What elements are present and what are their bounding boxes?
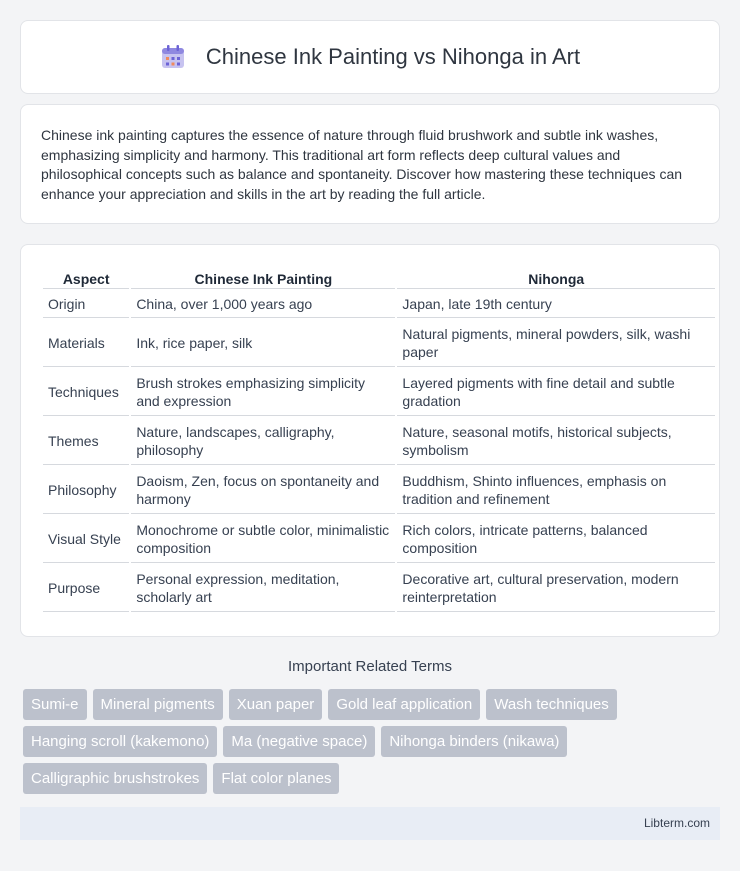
nihonga-cell: Rich colors, intricate patterns, balanced composition bbox=[397, 516, 715, 563]
table-row bbox=[43, 467, 715, 514]
aspect-cell: Purpose bbox=[43, 565, 129, 612]
chinese-cell: Personal expression, meditation, scholarly art bbox=[131, 565, 395, 612]
tag-row bbox=[23, 763, 723, 794]
nihonga-cell: Natural pigments, mineral powders, silk, washi paper bbox=[397, 320, 715, 367]
footer bbox=[20, 807, 720, 840]
tag-ma-negative-space[interactable]: Ma (negative space) bbox=[223, 726, 375, 757]
nihonga-cell: Japan, late 19th century bbox=[397, 291, 715, 318]
tag-wash-techniques[interactable]: Wash techniques bbox=[486, 689, 617, 720]
tag-mineral-pigments[interactable]: Mineral pigments bbox=[93, 689, 223, 720]
intro-card bbox=[20, 104, 720, 224]
table-row bbox=[43, 565, 715, 612]
aspect-cell: Themes bbox=[43, 418, 129, 465]
aspect-cell: Materials bbox=[43, 320, 129, 367]
chinese-cell: Nature, landscapes, calligraphy, philosophy bbox=[131, 418, 395, 465]
tag-nihonga-binders[interactable]: Nihonga binders (nikawa) bbox=[381, 726, 567, 757]
aspect-cell: Visual Style bbox=[43, 516, 129, 563]
chinese-cell: Brush strokes emphasizing simplicity and expression bbox=[131, 369, 395, 416]
footer-site-link[interactable]: Libterm.com bbox=[643, 816, 710, 830]
header-chinese-ink-painting: Chinese Ink Painting bbox=[131, 267, 395, 289]
tag-row bbox=[23, 726, 723, 757]
nihonga-cell: Decorative art, cultural preservation, modern reinterpretation bbox=[397, 565, 715, 612]
calendar-grid-icon bbox=[160, 44, 186, 70]
header-aspect: Aspect bbox=[43, 267, 129, 289]
tag-gold-leaf-application[interactable]: Gold leaf application bbox=[328, 689, 480, 720]
chinese-cell: Daoism, Zen, focus on spontaneity and harmony bbox=[131, 467, 395, 514]
chinese-cell: China, over 1,000 years ago bbox=[131, 291, 395, 318]
aspect-cell: Origin bbox=[43, 291, 129, 318]
table-row bbox=[43, 418, 715, 465]
tag-row bbox=[23, 689, 723, 720]
table-header-row bbox=[43, 267, 715, 289]
related-terms-title: Important Related Terms bbox=[288, 658, 452, 675]
comparison-table-card bbox=[20, 244, 720, 637]
tag-sumi-e[interactable]: Sumi-e bbox=[23, 689, 87, 720]
header-nihonga: Nihonga bbox=[397, 267, 715, 289]
table-row bbox=[43, 369, 715, 416]
tag-calligraphic-brushstrokes[interactable]: Calligraphic brushstrokes bbox=[23, 763, 207, 794]
chinese-cell: Ink, rice paper, silk bbox=[131, 320, 395, 367]
chinese-cell: Monochrome or subtle color, minimalistic composition bbox=[131, 516, 395, 563]
comparison-table bbox=[41, 265, 717, 614]
table-row bbox=[43, 516, 715, 563]
page-title: Chinese Ink Painting vs Nihonga in Art bbox=[205, 44, 581, 69]
nihonga-cell: Layered pigments with fine detail and subtle gradation bbox=[397, 369, 715, 416]
tag-flat-color-planes[interactable]: Flat color planes bbox=[213, 763, 339, 794]
aspect-cell: Philosophy bbox=[43, 467, 129, 514]
tag-hanging-scroll[interactable]: Hanging scroll (kakemono) bbox=[23, 726, 217, 757]
aspect-cell: Techniques bbox=[43, 369, 129, 416]
intro-text: Chinese ink painting captures the essence of nature through fluid brushwork and subtle ink washes, emphasizing simplicity and harmony. This traditional art form reflects deep cultural values and philosophical concepts such as balance and spontaneity. Discover how mastering these techniques can enhance your appreciation and skills in the art by reading the full article. bbox=[41, 127, 683, 202]
tag-xuan-paper[interactable]: Xuan paper bbox=[229, 689, 323, 720]
nihonga-cell: Nature, seasonal motifs, historical subjects, symbolism bbox=[397, 418, 715, 465]
table-row bbox=[43, 320, 715, 367]
table-row bbox=[43, 291, 715, 318]
nihonga-cell: Buddhism, Shinto influences, emphasis on tradition and refinement bbox=[397, 467, 715, 514]
header-card bbox=[20, 20, 720, 94]
related-terms-tags bbox=[23, 689, 723, 800]
